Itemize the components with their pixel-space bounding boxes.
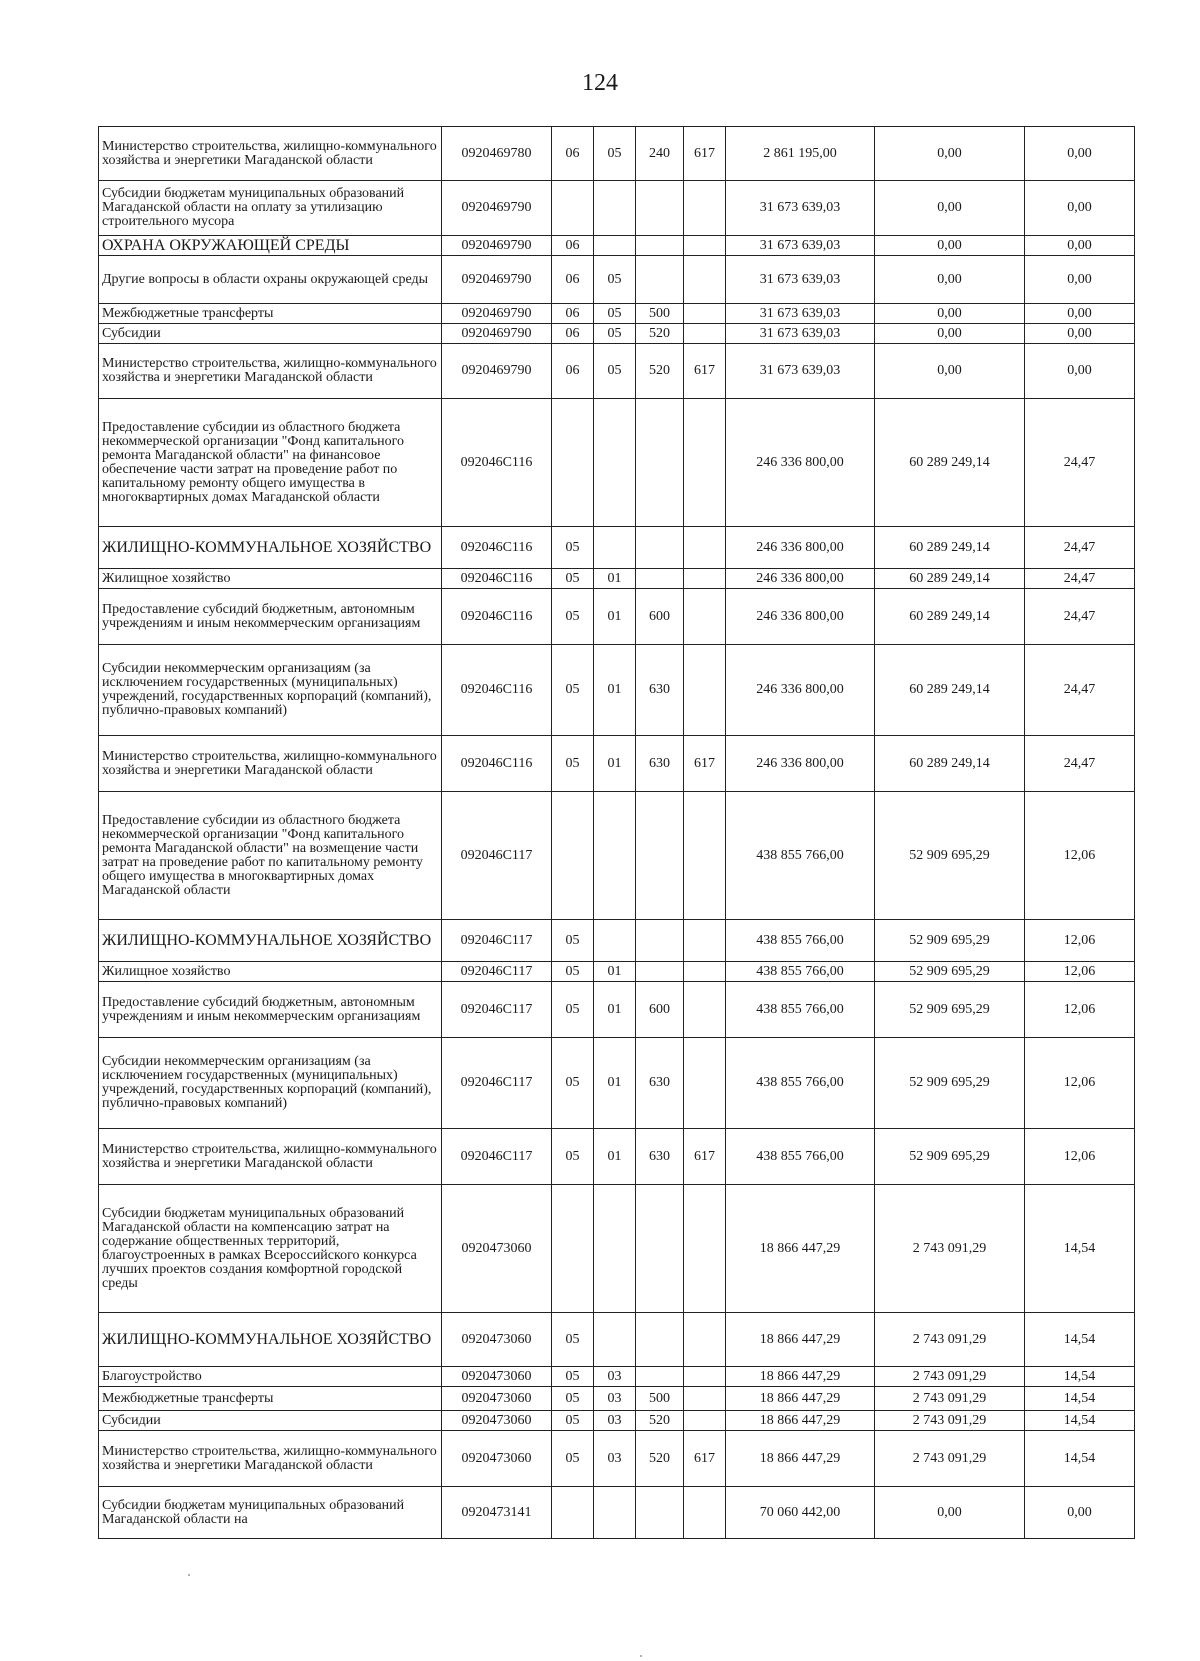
row-plan: 246 336 800,00 bbox=[726, 589, 875, 645]
row-plan: 438 855 766,00 bbox=[726, 962, 875, 982]
row-grbs bbox=[684, 1387, 726, 1411]
row-rz: 06 bbox=[552, 324, 594, 344]
row-code: 0920469790 bbox=[442, 344, 552, 399]
row-pr: 05 bbox=[594, 324, 636, 344]
row-name: Субсидии некоммерческим организациям (за исключением государственных (муниципальных) учреждений, государственных корпораций (компаний), публично-правовых компаний) bbox=[99, 1038, 442, 1129]
row-name: ЖИЛИЩНО-КОММУНАЛЬНОЕ ХОЗЯЙСТВО bbox=[99, 527, 442, 569]
row-pr bbox=[594, 1313, 636, 1367]
row-percent: 0,00 bbox=[1025, 324, 1135, 344]
table-row bbox=[99, 344, 1135, 399]
row-fact: 0,00 bbox=[875, 181, 1025, 236]
row-grbs bbox=[684, 1411, 726, 1431]
row-fact: 2 743 091,29 bbox=[875, 1367, 1025, 1387]
row-grbs bbox=[684, 1038, 726, 1129]
row-percent: 14,54 bbox=[1025, 1367, 1135, 1387]
row-fact: 2 743 091,29 bbox=[875, 1411, 1025, 1431]
row-pr: 05 bbox=[594, 127, 636, 181]
row-fact: 0,00 bbox=[875, 236, 1025, 256]
row-fact: 0,00 bbox=[875, 324, 1025, 344]
row-percent: 0,00 bbox=[1025, 256, 1135, 304]
row-rz: 05 bbox=[552, 645, 594, 736]
table-row bbox=[99, 569, 1135, 589]
row-rz: 05 bbox=[552, 1313, 594, 1367]
row-percent: 0,00 bbox=[1025, 304, 1135, 324]
row-fact: 0,00 bbox=[875, 127, 1025, 181]
table-row bbox=[99, 1487, 1135, 1539]
row-rz bbox=[552, 181, 594, 236]
row-code: 0920473141 bbox=[442, 1487, 552, 1539]
table-row bbox=[99, 792, 1135, 920]
row-pr: 01 bbox=[594, 569, 636, 589]
row-pr: 05 bbox=[594, 256, 636, 304]
row-name: Субсидии bbox=[99, 324, 442, 344]
row-percent: 24,47 bbox=[1025, 645, 1135, 736]
row-code: 092046С117 bbox=[442, 920, 552, 962]
row-name: Межбюджетные трансферты bbox=[99, 304, 442, 324]
row-plan: 2 861 195,00 bbox=[726, 127, 875, 181]
row-plan: 246 336 800,00 bbox=[726, 569, 875, 589]
row-plan: 438 855 766,00 bbox=[726, 1129, 875, 1185]
row-pr: 03 bbox=[594, 1411, 636, 1431]
row-grbs bbox=[684, 236, 726, 256]
row-grbs: 617 bbox=[684, 736, 726, 792]
row-plan: 18 866 447,29 bbox=[726, 1185, 875, 1313]
row-rz: 06 bbox=[552, 256, 594, 304]
row-pr: 05 bbox=[594, 344, 636, 399]
row-rz: 05 bbox=[552, 589, 594, 645]
table-row bbox=[99, 1313, 1135, 1367]
row-code: 092046С116 bbox=[442, 569, 552, 589]
row-percent: 0,00 bbox=[1025, 127, 1135, 181]
row-code: 092046С117 bbox=[442, 982, 552, 1038]
row-pr bbox=[594, 236, 636, 256]
row-rz: 05 bbox=[552, 920, 594, 962]
row-pr: 01 bbox=[594, 645, 636, 736]
row-percent: 0,00 bbox=[1025, 1487, 1135, 1539]
row-rz bbox=[552, 1185, 594, 1313]
row-fact: 0,00 bbox=[875, 344, 1025, 399]
table-row bbox=[99, 982, 1135, 1038]
row-pr bbox=[594, 527, 636, 569]
row-grbs: 617 bbox=[684, 344, 726, 399]
row-plan: 31 673 639,03 bbox=[726, 256, 875, 304]
row-percent: 12,06 bbox=[1025, 792, 1135, 920]
row-fact: 60 289 249,14 bbox=[875, 399, 1025, 527]
row-plan: 438 855 766,00 bbox=[726, 982, 875, 1038]
row-rz: 05 bbox=[552, 736, 594, 792]
row-name: Предоставление субсидии из областного бюджета некоммерческой организации "Фонд капитального ремонта Магаданской области" на финансовое обеспечение части затрат на проведение работ по капитальному ремонту общего имущества в многоквартирных домах Магаданской области bbox=[99, 399, 442, 527]
row-plan: 31 673 639,03 bbox=[726, 324, 875, 344]
row-code: 0920473060 bbox=[442, 1367, 552, 1387]
row-code: 0920473060 bbox=[442, 1411, 552, 1431]
row-fact: 52 909 695,29 bbox=[875, 1129, 1025, 1185]
row-grbs bbox=[684, 645, 726, 736]
row-pr: 03 bbox=[594, 1431, 636, 1487]
row-vr bbox=[636, 1185, 684, 1313]
row-name: Субсидии бюджетам муниципальных образований Магаданской области на оплату за утилизацию строительного мусора bbox=[99, 181, 442, 236]
row-code: 092046С116 bbox=[442, 589, 552, 645]
table-row bbox=[99, 589, 1135, 645]
row-percent: 14,54 bbox=[1025, 1185, 1135, 1313]
row-vr: 520 bbox=[636, 1431, 684, 1487]
row-rz: 05 bbox=[552, 962, 594, 982]
row-plan: 246 336 800,00 bbox=[726, 645, 875, 736]
row-plan: 18 866 447,29 bbox=[726, 1367, 875, 1387]
row-fact: 60 289 249,14 bbox=[875, 527, 1025, 569]
row-pr: 01 bbox=[594, 1038, 636, 1129]
row-fact: 0,00 bbox=[875, 256, 1025, 304]
row-pr bbox=[594, 920, 636, 962]
row-name: Субсидии бюджетам муниципальных образований Магаданской области на компенсацию затрат на содержание общественных территорий, благоустроенных в рамках Всероссийского конкурса лучших проектов создания комфортной городской среды bbox=[99, 1185, 442, 1313]
row-code: 0920473060 bbox=[442, 1431, 552, 1487]
row-vr bbox=[636, 920, 684, 962]
table-row bbox=[99, 181, 1135, 236]
row-vr bbox=[636, 1313, 684, 1367]
table-row bbox=[99, 127, 1135, 181]
row-grbs bbox=[684, 1313, 726, 1367]
row-fact: 52 909 695,29 bbox=[875, 920, 1025, 962]
row-plan: 438 855 766,00 bbox=[726, 1038, 875, 1129]
row-grbs bbox=[684, 399, 726, 527]
row-pr bbox=[594, 1487, 636, 1539]
row-grbs bbox=[684, 1487, 726, 1539]
row-code: 092046С117 bbox=[442, 1129, 552, 1185]
row-code: 092046С116 bbox=[442, 736, 552, 792]
row-fact: 60 289 249,14 bbox=[875, 569, 1025, 589]
row-rz bbox=[552, 792, 594, 920]
row-code: 092046С117 bbox=[442, 792, 552, 920]
table-row bbox=[99, 1129, 1135, 1185]
row-percent: 0,00 bbox=[1025, 236, 1135, 256]
row-grbs bbox=[684, 324, 726, 344]
row-plan: 246 336 800,00 bbox=[726, 527, 875, 569]
row-grbs bbox=[684, 792, 726, 920]
table-row bbox=[99, 304, 1135, 324]
row-plan: 246 336 800,00 bbox=[726, 399, 875, 527]
row-name: Жилищное хозяйство bbox=[99, 569, 442, 589]
row-plan: 438 855 766,00 bbox=[726, 920, 875, 962]
row-percent: 14,54 bbox=[1025, 1411, 1135, 1431]
row-pr: 01 bbox=[594, 962, 636, 982]
row-code: 092046С117 bbox=[442, 962, 552, 982]
row-rz: 05 bbox=[552, 1411, 594, 1431]
table-row bbox=[99, 1431, 1135, 1487]
table-row bbox=[99, 256, 1135, 304]
row-grbs bbox=[684, 920, 726, 962]
row-fact: 2 743 091,29 bbox=[875, 1387, 1025, 1411]
row-rz: 05 bbox=[552, 1431, 594, 1487]
scan-speck bbox=[640, 1655, 642, 1657]
row-fact: 2 743 091,29 bbox=[875, 1313, 1025, 1367]
row-fact: 60 289 249,14 bbox=[875, 589, 1025, 645]
row-rz: 05 bbox=[552, 1367, 594, 1387]
row-percent: 0,00 bbox=[1025, 181, 1135, 236]
row-name: Благоустройство bbox=[99, 1367, 442, 1387]
row-pr bbox=[594, 1185, 636, 1313]
row-grbs: 617 bbox=[684, 1431, 726, 1487]
row-vr bbox=[636, 527, 684, 569]
row-pr: 01 bbox=[594, 1129, 636, 1185]
row-pr: 01 bbox=[594, 736, 636, 792]
row-grbs bbox=[684, 1367, 726, 1387]
row-pr bbox=[594, 399, 636, 527]
row-rz: 05 bbox=[552, 569, 594, 589]
row-vr bbox=[636, 181, 684, 236]
row-name: ОХРАНА ОКРУЖАЮЩЕЙ СРЕДЫ bbox=[99, 236, 442, 256]
row-plan: 31 673 639,03 bbox=[726, 236, 875, 256]
row-rz: 06 bbox=[552, 236, 594, 256]
table-row bbox=[99, 527, 1135, 569]
row-rz bbox=[552, 399, 594, 527]
row-percent: 24,47 bbox=[1025, 399, 1135, 527]
table-row bbox=[99, 920, 1135, 962]
row-grbs: 617 bbox=[684, 127, 726, 181]
row-fact: 0,00 bbox=[875, 1487, 1025, 1539]
row-vr: 240 bbox=[636, 127, 684, 181]
row-plan: 246 336 800,00 bbox=[726, 736, 875, 792]
row-code: 0920469790 bbox=[442, 324, 552, 344]
row-plan: 18 866 447,29 bbox=[726, 1411, 875, 1431]
row-rz: 06 bbox=[552, 127, 594, 181]
row-name: Предоставление субсидий бюджетным, автономным учреждениям и иным некоммерческим организациям bbox=[99, 589, 442, 645]
row-grbs bbox=[684, 982, 726, 1038]
table-row bbox=[99, 324, 1135, 344]
row-name: Министерство строительства, жилищно-коммунального хозяйства и энергетики Магаданской области bbox=[99, 736, 442, 792]
row-grbs bbox=[684, 962, 726, 982]
row-rz: 05 bbox=[552, 1038, 594, 1129]
row-fact: 60 289 249,14 bbox=[875, 736, 1025, 792]
row-name: Министерство строительства, жилищно-коммунального хозяйства и энергетики Магаданской области bbox=[99, 344, 442, 399]
row-name: ЖИЛИЩНО-КОММУНАЛЬНОЕ ХОЗЯЙСТВО bbox=[99, 1313, 442, 1367]
row-vr: 500 bbox=[636, 304, 684, 324]
row-plan: 438 855 766,00 bbox=[726, 792, 875, 920]
row-percent: 12,06 bbox=[1025, 1129, 1135, 1185]
row-rz: 05 bbox=[552, 1387, 594, 1411]
row-fact: 2 743 091,29 bbox=[875, 1431, 1025, 1487]
row-plan: 31 673 639,03 bbox=[726, 181, 875, 236]
row-plan: 70 060 442,00 bbox=[726, 1487, 875, 1539]
table-row bbox=[99, 1185, 1135, 1313]
row-code: 092046С117 bbox=[442, 1038, 552, 1129]
row-code: 0920473060 bbox=[442, 1387, 552, 1411]
row-percent: 14,54 bbox=[1025, 1431, 1135, 1487]
row-percent: 12,06 bbox=[1025, 962, 1135, 982]
table-row bbox=[99, 1367, 1135, 1387]
row-plan: 18 866 447,29 bbox=[726, 1387, 875, 1411]
row-pr: 01 bbox=[594, 982, 636, 1038]
row-code: 0920473060 bbox=[442, 1185, 552, 1313]
row-percent: 0,00 bbox=[1025, 344, 1135, 399]
row-vr: 520 bbox=[636, 324, 684, 344]
row-fact: 0,00 bbox=[875, 304, 1025, 324]
row-percent: 24,47 bbox=[1025, 589, 1135, 645]
row-name: Министерство строительства, жилищно-коммунального хозяйства и энергетики Магаданской области bbox=[99, 1431, 442, 1487]
row-name: Жилищное хозяйство bbox=[99, 962, 442, 982]
row-vr: 600 bbox=[636, 589, 684, 645]
row-plan: 18 866 447,29 bbox=[726, 1431, 875, 1487]
row-vr bbox=[636, 792, 684, 920]
row-vr: 520 bbox=[636, 344, 684, 399]
row-plan: 18 866 447,29 bbox=[726, 1313, 875, 1367]
row-fact: 52 909 695,29 bbox=[875, 792, 1025, 920]
row-grbs bbox=[684, 589, 726, 645]
row-vr bbox=[636, 256, 684, 304]
row-pr: 05 bbox=[594, 304, 636, 324]
row-rz: 06 bbox=[552, 344, 594, 399]
row-pr bbox=[594, 792, 636, 920]
row-name: Министерство строительства, жилищно-коммунального хозяйства и энергетики Магаданской области bbox=[99, 127, 442, 181]
row-code: 092046С116 bbox=[442, 527, 552, 569]
row-percent: 24,47 bbox=[1025, 527, 1135, 569]
row-rz: 05 bbox=[552, 982, 594, 1038]
row-vr: 630 bbox=[636, 1038, 684, 1129]
row-code: 0920473060 bbox=[442, 1313, 552, 1367]
row-vr bbox=[636, 1367, 684, 1387]
row-pr bbox=[594, 181, 636, 236]
row-grbs bbox=[684, 256, 726, 304]
row-code: 0920469790 bbox=[442, 181, 552, 236]
row-plan: 31 673 639,03 bbox=[726, 344, 875, 399]
table-row bbox=[99, 1411, 1135, 1431]
row-code: 0920469780 bbox=[442, 127, 552, 181]
row-grbs bbox=[684, 569, 726, 589]
row-vr bbox=[636, 399, 684, 527]
table-row bbox=[99, 1387, 1135, 1411]
row-code: 0920469790 bbox=[442, 256, 552, 304]
row-fact: 52 909 695,29 bbox=[875, 982, 1025, 1038]
row-plan: 31 673 639,03 bbox=[726, 304, 875, 324]
row-percent: 12,06 bbox=[1025, 1038, 1135, 1129]
row-code: 092046С116 bbox=[442, 645, 552, 736]
row-pr: 01 bbox=[594, 589, 636, 645]
row-name: Субсидии некоммерческим организациям (за исключением государственных (муниципальных) учреждений, государственных корпораций (компаний), публично-правовых компаний) bbox=[99, 645, 442, 736]
row-rz: 06 bbox=[552, 304, 594, 324]
budget-table bbox=[98, 126, 1135, 1539]
row-vr bbox=[636, 1487, 684, 1539]
row-grbs bbox=[684, 181, 726, 236]
row-grbs bbox=[684, 1185, 726, 1313]
row-code: 0920469790 bbox=[442, 236, 552, 256]
row-name: Другие вопросы в области охраны окружающей среды bbox=[99, 256, 442, 304]
row-percent: 24,47 bbox=[1025, 569, 1135, 589]
row-code: 092046С116 bbox=[442, 399, 552, 527]
row-vr: 500 bbox=[636, 1387, 684, 1411]
table-row bbox=[99, 736, 1135, 792]
row-rz: 05 bbox=[552, 527, 594, 569]
page-number: 124 bbox=[582, 70, 618, 96]
table-row bbox=[99, 1038, 1135, 1129]
table-row bbox=[99, 962, 1135, 982]
row-fact: 52 909 695,29 bbox=[875, 962, 1025, 982]
row-rz bbox=[552, 1487, 594, 1539]
table-row bbox=[99, 645, 1135, 736]
row-vr bbox=[636, 962, 684, 982]
row-vr: 630 bbox=[636, 1129, 684, 1185]
row-vr bbox=[636, 236, 684, 256]
row-name: ЖИЛИЩНО-КОММУНАЛЬНОЕ ХОЗЯЙСТВО bbox=[99, 920, 442, 962]
row-vr: 630 bbox=[636, 645, 684, 736]
row-grbs: 617 bbox=[684, 1129, 726, 1185]
row-percent: 14,54 bbox=[1025, 1387, 1135, 1411]
row-grbs bbox=[684, 304, 726, 324]
table-row bbox=[99, 399, 1135, 527]
row-vr: 600 bbox=[636, 982, 684, 1038]
row-grbs bbox=[684, 527, 726, 569]
row-name: Субсидии бюджетам муниципальных образований Магаданской области на bbox=[99, 1487, 442, 1539]
table-row bbox=[99, 236, 1135, 256]
row-vr: 630 bbox=[636, 736, 684, 792]
row-pr: 03 bbox=[594, 1387, 636, 1411]
row-percent: 12,06 bbox=[1025, 982, 1135, 1038]
row-name: Предоставление субсидий бюджетным, автономным учреждениям и иным некоммерческим организациям bbox=[99, 982, 442, 1038]
row-vr bbox=[636, 569, 684, 589]
row-percent: 24,47 bbox=[1025, 736, 1135, 792]
row-fact: 2 743 091,29 bbox=[875, 1185, 1025, 1313]
row-percent: 12,06 bbox=[1025, 920, 1135, 962]
row-fact: 52 909 695,29 bbox=[875, 1038, 1025, 1129]
row-fact: 60 289 249,14 bbox=[875, 645, 1025, 736]
row-name: Предоставление субсидии из областного бюджета некоммерческой организации "Фонд капитального ремонта Магаданской области" на возмещение части затрат на проведение работ по капитальному ремонту общего имущества в многоквартирных домах Магаданской области bbox=[99, 792, 442, 920]
row-code: 0920469790 bbox=[442, 304, 552, 324]
row-vr: 520 bbox=[636, 1411, 684, 1431]
row-name: Субсидии bbox=[99, 1411, 442, 1431]
scan-speck bbox=[188, 1574, 190, 1576]
row-pr: 03 bbox=[594, 1367, 636, 1387]
row-name: Министерство строительства, жилищно-коммунального хозяйства и энергетики Магаданской области bbox=[99, 1129, 442, 1185]
row-name: Межбюджетные трансферты bbox=[99, 1387, 442, 1411]
row-percent: 14,54 bbox=[1025, 1313, 1135, 1367]
row-rz: 05 bbox=[552, 1129, 594, 1185]
